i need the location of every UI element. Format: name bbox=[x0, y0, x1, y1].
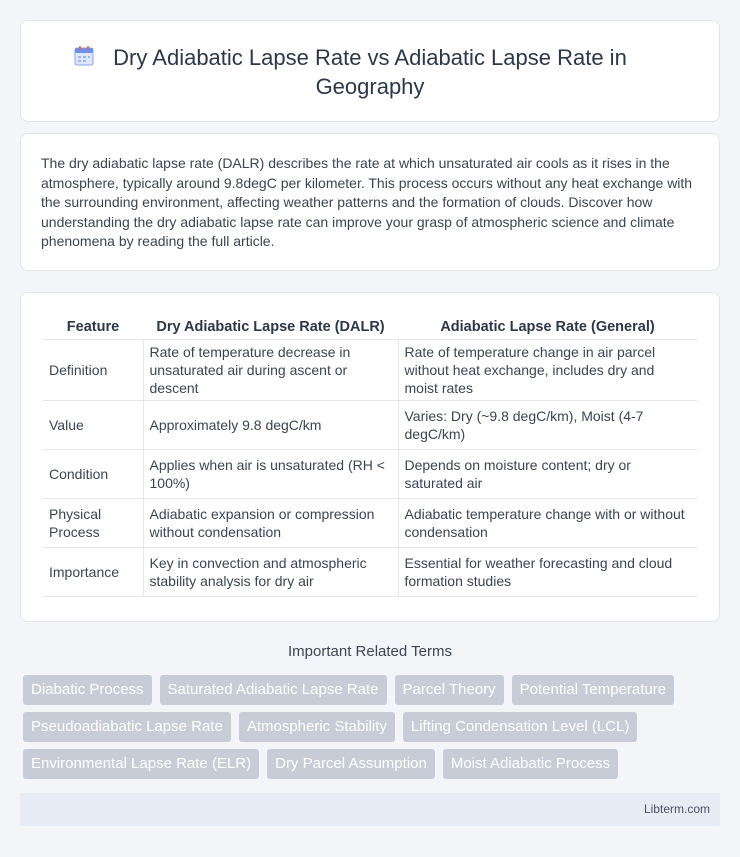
row-dalr: Applies when air is unsaturated (RH < 100%) bbox=[143, 449, 398, 498]
table-header-row bbox=[43, 313, 697, 339]
term-tag[interactable]: Atmospheric Stability bbox=[239, 712, 395, 742]
page-title: Dry Adiabatic Lapse Rate vs Adiabatic Lapse Rate in Geography bbox=[113, 45, 627, 99]
row-general: Essential for weather forecasting and cloud formation studies bbox=[398, 547, 697, 596]
table-row bbox=[43, 449, 697, 498]
term-tag[interactable]: Pseudoadiabatic Lapse Rate bbox=[23, 712, 231, 742]
row-dalr: Rate of temperature decrease in unsaturated air during ascent or descent bbox=[143, 339, 398, 400]
term-tag[interactable]: Parcel Theory bbox=[395, 675, 504, 705]
row-feature: Condition bbox=[43, 449, 143, 498]
term-tag[interactable]: Potential Temperature bbox=[512, 675, 674, 705]
term-tag[interactable]: Saturated Adiabatic Lapse Rate bbox=[160, 675, 387, 705]
row-feature: Importance bbox=[43, 547, 143, 596]
table-row bbox=[43, 339, 697, 400]
row-dalr: Adiabatic expansion or compression without condensation bbox=[143, 498, 398, 547]
term-tag[interactable]: Environmental Lapse Rate (ELR) bbox=[23, 749, 259, 779]
comparison-card bbox=[20, 292, 720, 622]
header-dalr: Dry Adiabatic Lapse Rate (DALR) bbox=[143, 313, 398, 339]
header-general: Adiabatic Lapse Rate (General) bbox=[398, 313, 697, 339]
table-row bbox=[43, 400, 697, 449]
footer bbox=[20, 793, 720, 826]
term-tag[interactable]: Moist Adiabatic Process bbox=[443, 749, 618, 779]
row-general: Adiabatic temperature change with or without condensation bbox=[398, 498, 697, 547]
row-general: Rate of temperature change in air parcel without heat exchange, includes dry and moist rates bbox=[398, 339, 697, 400]
row-dalr: Key in convection and atmospheric stability analysis for dry air bbox=[143, 547, 398, 596]
intro-paragraph: The dry adiabatic lapse rate (DALR) describes the rate at which unsaturated air cools as it rises in the atmosphere, typically around 9.8degC per kilometer. This process occurs without any heat exchange with the surrounding environment, affecting weather patterns and the formation of clouds. Discover how understanding the dry adiabatic lapse rate can improve your grasp of atmospheric science and climate phenomena by reading the full article. bbox=[41, 155, 693, 249]
comparison-table bbox=[43, 313, 697, 597]
footer-site-link[interactable]: Libterm.com bbox=[643, 802, 710, 816]
intro-card bbox=[20, 133, 720, 271]
row-general: Depends on moisture content; dry or saturated air bbox=[398, 449, 697, 498]
row-feature: Definition bbox=[43, 339, 143, 400]
term-tag[interactable]: Diabatic Process bbox=[23, 675, 152, 705]
table-row bbox=[43, 498, 697, 547]
header-feature: Feature bbox=[43, 313, 143, 339]
related-terms-heading: Important Related Terms bbox=[288, 643, 452, 660]
related-terms-list bbox=[23, 675, 723, 779]
term-tag[interactable]: Dry Parcel Assumption bbox=[267, 749, 435, 779]
row-feature: Value bbox=[43, 400, 143, 449]
row-feature: Physical Process bbox=[43, 498, 143, 547]
row-general: Varies: Dry (~9.8 degC/km), Moist (4-7 degC/km) bbox=[398, 400, 697, 449]
term-tag[interactable]: Lifting Condensation Level (LCL) bbox=[403, 712, 637, 742]
row-dalr: Approximately 9.8 degC/km bbox=[143, 400, 398, 449]
title-card bbox=[20, 20, 720, 122]
table-row bbox=[43, 547, 697, 596]
